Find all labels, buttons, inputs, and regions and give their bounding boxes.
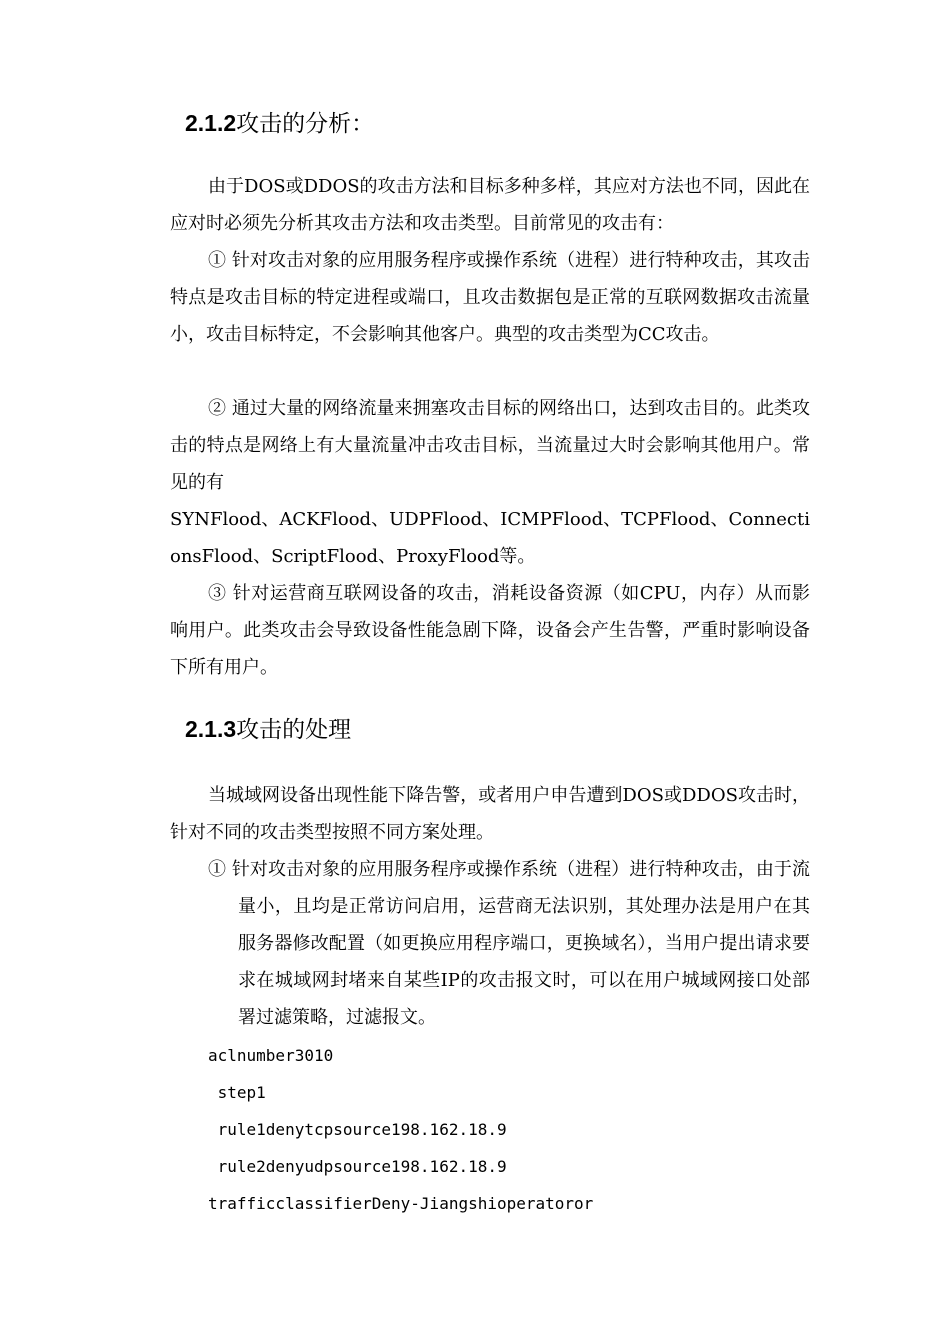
section-heading-2-1-2 bbox=[185, 108, 374, 139]
code-line-4: rule2denyudpsource198.162.18.9 bbox=[208, 1157, 507, 1176]
handling-item-1: ① 针对攻击对象的应用服务程序或操作系统（进程）进行特种攻击，由于流量小，且均是正常访问启用，运营商无法识别，其处理办法是用户在其服务器修改配置（如更换应用程序端口，更换域名），当用户提出请求要求在城域网封堵来自某些IP的攻击报文时，可以在用户城域网接口处部署过滤策略，过滤报文。 bbox=[208, 859, 810, 1028]
section-number: 2.1.2 bbox=[185, 110, 237, 136]
section-heading-2-1-3 bbox=[185, 714, 351, 745]
code-line-1: aclnumber3010 bbox=[208, 1046, 334, 1065]
code-line-5: trafficclassifierDeny-Jiangshioperatoror bbox=[208, 1194, 594, 1213]
analysis-item-3: ③ 针对运营商互联网设备的攻击，消耗设备资源（如CPU，内存）从而影响用户。此类攻击会导致设备性能急剧下降，设备会产生告警，严重时影响设备下所有用户。 bbox=[170, 583, 810, 678]
section-number: 2.1.3 bbox=[185, 716, 237, 742]
section-title: 攻击的分析： bbox=[236, 111, 375, 137]
handling-intro-paragraph: 当城域网设备出现性能下降告警，或者用户申告遭到DOS或DDOS攻击时，针对不同的攻击类型按照不同方案处理。 bbox=[170, 785, 810, 843]
section-title: 攻击的处理 bbox=[236, 717, 352, 743]
code-line-3: rule1denytcpsource198.162.18.9 bbox=[208, 1120, 507, 1139]
analysis-item-1: ① 针对攻击对象的应用服务程序或操作系统（进程）进行特种攻击，其攻击特点是攻击目标的特定进程或端口，且攻击数据包是正常的互联网数据攻击流量小，攻击目标特定，不会影响其他客户。典型的攻击类型为CC攻击。 bbox=[170, 250, 810, 345]
analysis-item-2: ② 通过大量的网络流量来拥塞攻击目标的网络出口，达到攻击目的。此类攻击的特点是网络上有大量流量冲击攻击目标，当流量过大时会影响其他用户。常见的有 bbox=[170, 398, 810, 493]
analysis-intro-paragraph: 由于DOS或DDOS的攻击方法和目标多种多样，其应对方法也不同，因此在应对时必须先分析其攻击方法和攻击类型。目前常见的攻击有： bbox=[170, 176, 810, 234]
code-line-2: step1 bbox=[208, 1083, 266, 1102]
analysis-item-2-flood-list: SYNFlood、ACKFlood、UDPFlood、ICMPFlood、TCPFlood、ConnectionsFlood、ScriptFlood、ProxyFlood等。 bbox=[170, 509, 810, 567]
